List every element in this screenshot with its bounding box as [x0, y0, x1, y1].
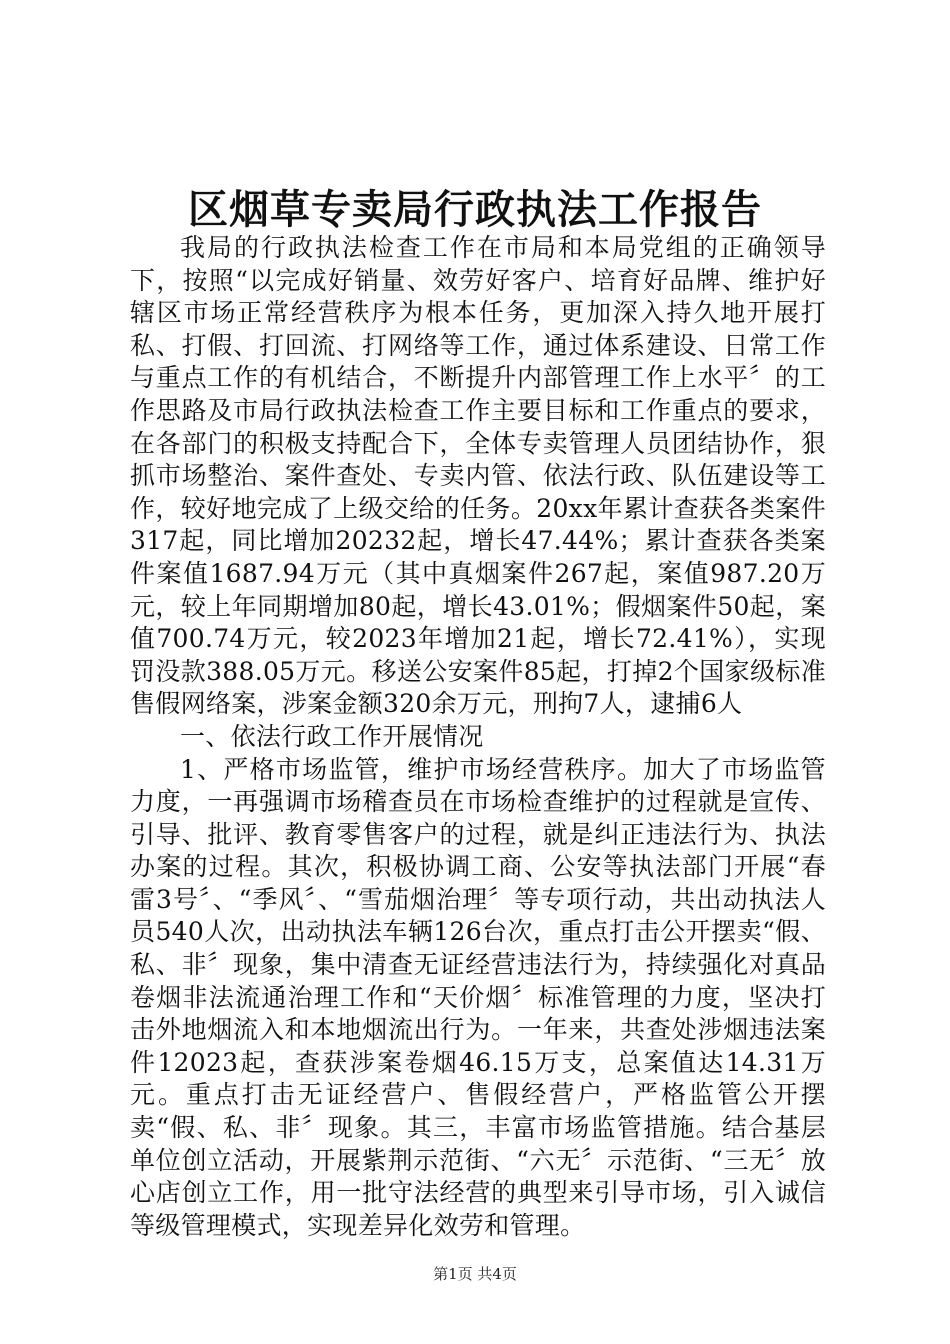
section-heading: 一、依法行政工作开展情况 — [180, 721, 484, 751]
document-title: 区烟草专卖局行政执法工作报告 — [188, 186, 762, 233]
intro-paragraph: 我局的行政执法检查工作在市局和本局党组的正确领导下，按照“以完成好销量、效劳好客户、培育好品牌、维护好辖区市场正常经营秩序为根本任务，更加深入持久地开展打私、打假、打回流、打网络等工作，通过体系建设、日常工作与重点工作的有机结合，不断提升内部管理工作上水平〞的工作思路及市局行政执法检查工作主要目标和工作重点的要求，在各部门的积极支持配合下，全体专卖管理人员团结协作，狠抓市场整治、案件查处、专卖内管、依法行政、队伍建设等工作，较好地完成了上级交给的任务。20xx年累计查获各类案件317起，同比增加20232起，增长47.44%；累计查获各类案件案值1687.94万元（其中真烟案件267起，案值987.20万元，较上年同期增加80起，增长43.01%；假烟案件50起，案值700.74万元，较2023年增加21起，增长72.41%），实现罚没款388.05万元。移送公安案件85起，打掉2个国家级标准售假网络案，涉案金额320余万元，刑拘7人，逮捕6人 — [130, 233, 826, 719]
document-body — [130, 232, 826, 1242]
section-paragraph: 1、严格市场监管，维护市场经营秩序。加大了市场监管力度，一再强调市场稽查员在市场检查维护的过程就是宣传、引导、批评、教育零售客户的过程，就是纠正违法行为、执法办案的过程。其次，积极协调工商、公安等执法部门开展“春雷3号〞、“季风〞、“雪茄烟治理〞等专项行动，共出动执法人员540人次，出动执法车辆126台次，重点打击公开摆卖“假、私、非〞现象，集中清查无证经营违法行为，持续强化对真品卷烟非法流通治理工作和“天价烟〞标准管理的力度，坚决打击外地烟流入和本地烟流出行为。一年来，共查处涉烟违法案件12023起，查获涉案卷烟46.15万支，总案值达14.31万元。重点打击无证经营户、售假经营户，严格监管公开摆卖“假、私、非〞现象。其三，丰富市场监管措施。结合基层单位创立活动，开展紫荆示范街、“六无〞示范街、“三无〞放心店创立工作，用一批守法经营的典型来引导市场，引入诚信等级管理模式，实现差异化效劳和管理。 — [130, 754, 826, 1240]
page-footer: 第1页 共4页 — [433, 1265, 517, 1283]
